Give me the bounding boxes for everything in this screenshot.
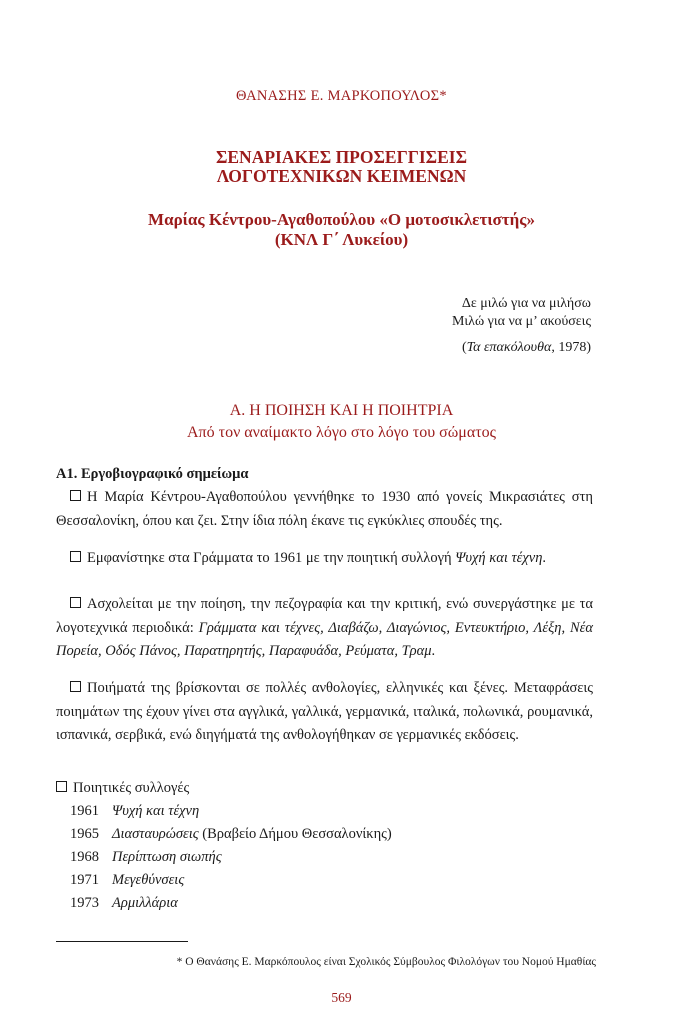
page-number: 569 — [331, 990, 352, 1005]
paragraph-work-end: . — [431, 643, 436, 659]
epigraph-source-open: ( — [461, 340, 467, 355]
epigraph-source — [462, 340, 591, 356]
checkbox-square-icon — [70, 681, 81, 692]
collection-note: (Βραβείο Δήμου Θεσσαλονίκης) — [198, 826, 392, 842]
collection-year: 1968 — [70, 849, 99, 865]
epigraph-line-2: Μιλώ για να μ’ ακούσεις — [451, 314, 591, 329]
paragraph-debut-text: Εμφανίστηκε στα Γράμματα το 1961 με την ποιητική συλλογή — [87, 550, 456, 566]
collection-title: Αρμιλλάρια — [112, 895, 178, 911]
paragraph-work — [56, 593, 593, 664]
collection-year: 1973 — [70, 895, 99, 911]
section-a-heading: Α. Η ΠΟΙΗΣΗ ΚΑΙ Η ΠΟΙΗΤΡΙΑ — [229, 402, 454, 419]
checkbox-square-icon — [70, 490, 81, 501]
author-name: ΘΑΝΑΣΗΣ Ε. ΜΑΡΚΟΠΟΥΛΟΣ* — [236, 88, 447, 104]
section-a-subheading: Από τον αναίμακτο λόγο στο λόγο του σώματος — [187, 424, 496, 441]
paragraph-anthologies — [56, 677, 593, 748]
collection-title: Διασταυρώσεις — [112, 826, 199, 842]
list-item — [70, 803, 199, 820]
checkbox-square-icon — [70, 597, 81, 608]
paragraph-debut-title: Ψυχή και τέχνη — [455, 550, 543, 566]
a1-heading: Α1. Εργοβιογραφικό σημείωμα — [56, 466, 249, 482]
epigraph-line-1: Δε μιλώ για να μιλήσω — [461, 296, 591, 311]
collection-year: 1971 — [70, 872, 99, 888]
collection-year: 1965 — [70, 826, 99, 842]
list-item — [70, 826, 392, 843]
footnote: * Ο Θανάσης Ε. Μαρκόπουλος είναι Σχολικός Σύμβουλος Φιλολόγων του Νομού Ημαθίας — [176, 956, 596, 968]
subtitle-line-1: Μαρίας Κέντρου-Αγαθοπούλου «Ο μοτοσικλετιστής» — [148, 210, 535, 229]
epigraph-source-title: Τα επακόλουθα — [466, 340, 552, 355]
checkbox-square-icon — [56, 781, 67, 792]
collections-heading-text: Ποιητικές συλλογές — [73, 780, 190, 796]
paragraph-work-text: Ασχολείται με την ποίηση, την πεζογραφία και την κριτική, ενώ συνεργάστηκε με τα λογοτεχνικά περιοδικά: — [56, 596, 593, 636]
paragraph-debut-end: . — [542, 550, 547, 566]
paragraph-work-journals: Γράμματα και τέχνες, Διαβάζω, Διαγώνιος, Εντευκτήριο, Λέξη, Νέα Πορεία, Οδός Πάνος, Παρατηρητής, Παραφυάδα, Ρεύματα, Τραμ — [56, 619, 593, 659]
paragraph-birth-text: Η Μαρία Κέντρου-Αγαθοπούλου γεννήθηκε το 1930 από γονείς Μικρασιάτες στη Θεσσαλονίκη, όπου και ζει. Στην ίδια πόλη έκανε τις εγκύκλιες σπουδές της. — [56, 489, 593, 529]
collections-heading — [56, 780, 189, 797]
epigraph-source-year: , 1978) — [551, 340, 591, 355]
collection-title: Περίπτωση σιωπής — [112, 849, 222, 865]
footnote-divider — [56, 941, 188, 942]
paragraph-birth — [56, 486, 593, 533]
list-item — [70, 872, 184, 889]
collection-title: Μεγεθύνσεις — [112, 872, 185, 888]
paragraph-anthologies-text: Ποιήματά της βρίσκονται σε πολλές ανθολογίες, ελληνικές και ξένες. Μεταφράσεις ποιημάτων της έχουν γίνει στα αγγλικά, γαλλικά, γερμανικά, ιταλικά, πολωνικά, ρουμανικά, ισπανικά, σερβικά, ενώ διηγήματά της ανθολογήθηκαν σε γερμανικές εκδόσεις. — [56, 680, 593, 743]
collection-year: 1961 — [70, 803, 99, 819]
list-item — [70, 895, 178, 912]
checkbox-square-icon — [70, 551, 81, 562]
subtitle-line-2: (ΚΝΛ Γ΄ Λυκείου) — [274, 230, 409, 249]
paragraph-debut — [56, 547, 593, 571]
list-item — [70, 849, 222, 866]
collection-title: Ψυχή και τέχνη — [112, 803, 200, 819]
title-line-2: ΛΟΓΟΤΕΧΝΙΚΩΝ ΚΕΙΜΕΝΩΝ — [216, 166, 467, 186]
title-line-1: ΣΕΝΑΡΙΑΚΕΣ ΠΡΟΣΕΓΓΙΣΕΙΣ — [215, 147, 468, 167]
